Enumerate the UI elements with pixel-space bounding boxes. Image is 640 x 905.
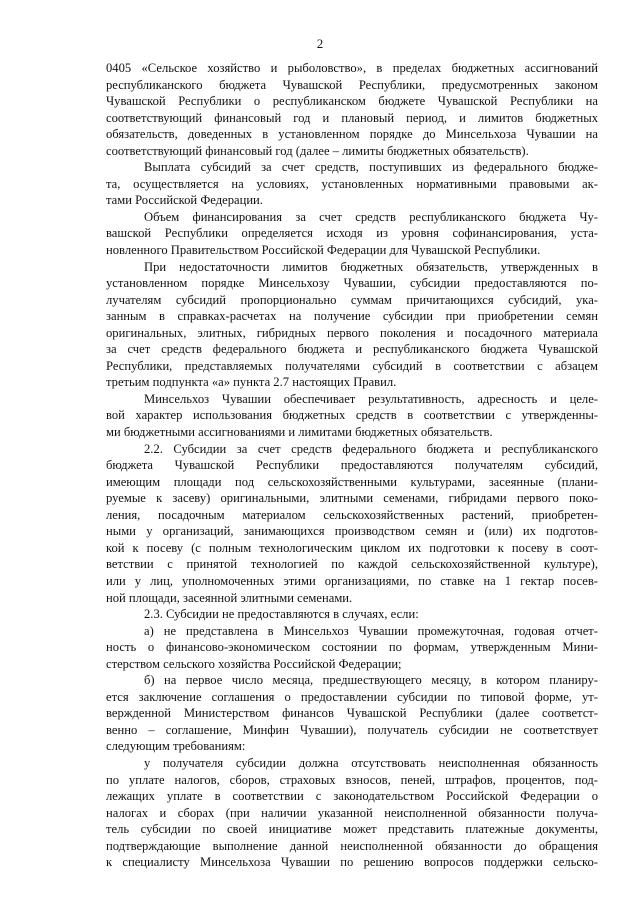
page-number: 2 xyxy=(316,36,324,51)
text-line: стерством сельского хозяйства Российской Федерации; xyxy=(106,656,402,671)
text-line: Чувашской Республики о республиканском бюджете Чувашской Республики на xyxy=(106,94,598,109)
text-line: оригинальных, элитных, гибридных первого поколения и посадочного материала xyxy=(106,325,598,340)
text-line: республиканского бюджета Чувашской Республики, предусмотренных законом xyxy=(106,77,598,92)
text-line: ность о финансово-экономическом состоянии по формам, утвержденным Мини- xyxy=(106,640,598,655)
text-line: ветствии с принятой технологией по каждой сельскохозяйственной культуре), xyxy=(106,557,598,572)
text-line: 2.3. Субсидии не предоставляются в случаях, если: xyxy=(144,607,419,622)
text-line: ной площади, засеянной элитными семенами. xyxy=(106,590,353,605)
text-line: ется заключение соглашения о предоставлении субсидии по типовой форме, ут- xyxy=(106,689,598,704)
text-line: тами Российской Федерации. xyxy=(106,193,263,208)
text-line: вашской Республики определяется исходя из уровня софинансирования, уста- xyxy=(106,226,598,241)
text-line: следующим требованиям: xyxy=(106,739,246,754)
text-line: Объем финансирования за счет средств республиканского бюджета Чу- xyxy=(144,209,598,224)
text-line: у получателя субсидии должна отсутствовать неисполненная обязанность xyxy=(144,755,598,770)
text-line: вержденной Министерством финансов Чувашской Республики (далее соответст- xyxy=(106,706,598,721)
text-line: новленного Правительством Российской Федерации для Чувашской Республики. xyxy=(106,243,541,258)
text-line: кой к посеву (с полным технологическим циклом их подготовки к посеву в соот- xyxy=(106,540,598,555)
text-line: ными у организаций, занимающихся производством семян и (или) их подготов- xyxy=(106,524,598,539)
text-line: 2.2. Субсидии за счет средств федерального бюджета и республиканского xyxy=(144,441,598,456)
text-line: установленном порядке Минсельхозу Чувашии, субсидии предоставляются по- xyxy=(106,276,598,291)
text-line: а) не представлена в Минсельхоз Чувашии промежуточная, годовая отчет- xyxy=(144,623,598,638)
text-line: за счет средств федерального бюджета и республиканского бюджета Чувашской xyxy=(106,342,598,357)
text-line: венно – соглашение, Минфин Чувашии), получатель субсидии не соответствует xyxy=(106,722,598,737)
text-line: соответствующий финансовый год (далее – лимиты бюджетных обязательств). xyxy=(106,143,529,158)
text-line: Республики, представляемых получателями субсидий в соответствии с абзацем xyxy=(106,358,598,373)
text-line: При недостаточности лимитов бюджетных обязательств, утвержденных в xyxy=(144,259,598,274)
text-line: 0405 «Сельское хозяйство и рыболовство», в пределах бюджетных ассигнований xyxy=(106,61,598,75)
document-body xyxy=(106,60,598,871)
text-line: налогах и сборах (при наличии указанной неисполненной обязанности получа- xyxy=(106,805,598,820)
text-line: имеющим площади под сельскохозяйственными культурами, засеянные (плани- xyxy=(106,474,598,489)
text-line: руемые к засеву) оригинальными, элитными семенами, гибридами первого поко- xyxy=(106,491,598,506)
text-line: лучателям субсидий пропорционально суммам причитающихся субсидий, ука- xyxy=(106,292,598,307)
text-line: ления, посадочным материалом сельскохозяйственных растений, приобретен- xyxy=(106,507,598,522)
text-line: лежащих уплате в соответствии с законодательством Российской Федерации о xyxy=(106,789,598,804)
text-line: или у лиц, уполномоченных этими организациями, по ставке на 1 гектар посев- xyxy=(106,573,598,588)
text-line: к специалисту Минсельхоза Чувашии по решению вопросов поддержки сельско- xyxy=(106,855,598,870)
text-line: б) на первое число месяца, предшествующего месяцу, в котором планиру- xyxy=(144,673,598,688)
text-line: ми бюджетными ассигнованиями и лимитами бюджетных обязательств. xyxy=(106,425,493,440)
text-line: соответствующий финансовый год и плановый период, и лимитов бюджетных xyxy=(106,110,598,125)
text-line: третьим подпункта «а» пункта 2.7 настоящих Правил. xyxy=(106,375,397,390)
text-line: Минсельхоз Чувашии обеспечивает результативность, адресность и целе- xyxy=(144,391,598,406)
text-line: подтверждающие выполнение данной неисполненной обязанности до обращения xyxy=(106,838,598,853)
text-line: вой характер использования бюджетных средств в соответствии с утвержденны- xyxy=(106,408,598,423)
text-line: та, осуществляется на условиях, установленных нормативными правовыми ак- xyxy=(106,176,598,191)
text-line: тель субсидии по своей инициативе может представить платежные документы, xyxy=(106,822,598,837)
text-line: занным в справках-расчетах на получение субсидии при приобретении семян xyxy=(106,309,598,324)
text-line: Выплата субсидий за счет средств, поступивших из федерального бюдже- xyxy=(144,160,598,175)
text-line: обязательств, доведенных в установленном порядке до Минсельхоза Чувашии на xyxy=(106,127,598,142)
text-line: бюджета Чувашской Республики предоставляются получателям субсидий, xyxy=(106,458,598,473)
text-line: по уплате налогов, сборов, страховых взносов, пеней, штрафов, процентов, под- xyxy=(106,772,598,787)
